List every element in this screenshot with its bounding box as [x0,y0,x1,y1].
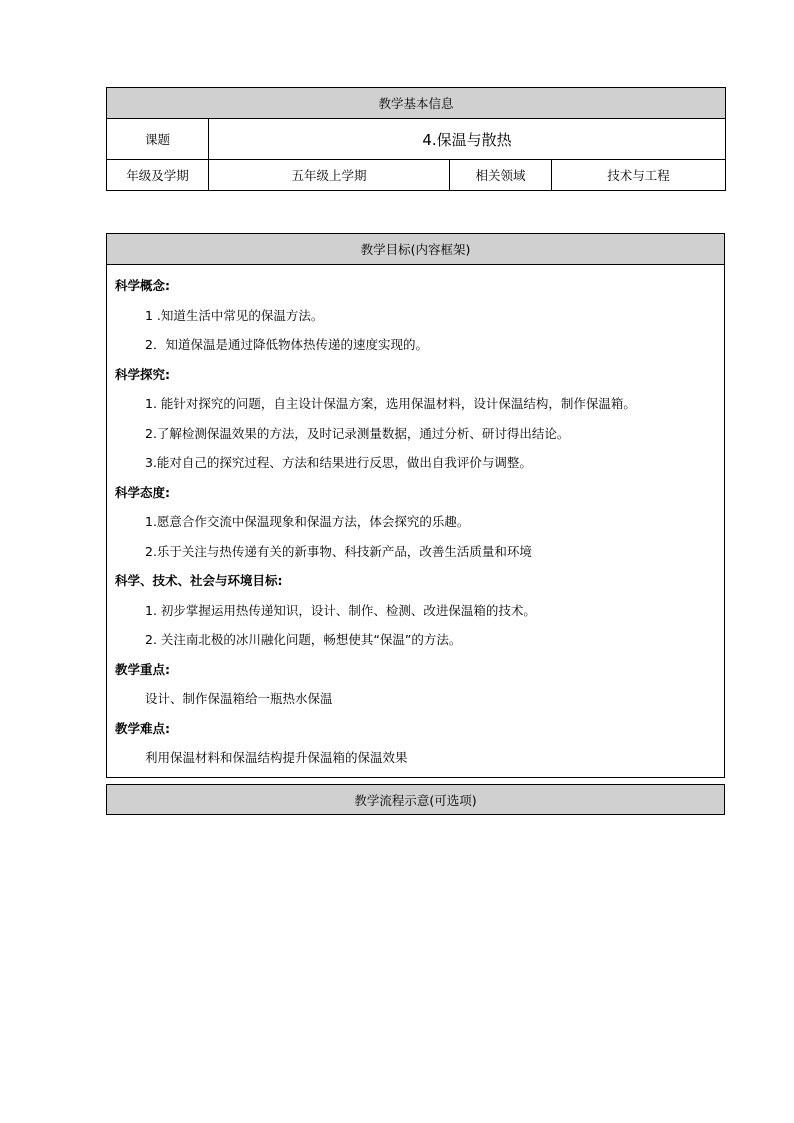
section-title-inquiry: 科学探究: [115,366,170,382]
field-label: 相关领域 [450,160,552,191]
section-title-attitude: 科学态度: [115,484,170,500]
objective-item: 1. 能针对探究的问题，自主设计保温方案，选用保温材料，设计保温结构，制作保温箱。 [145,396,636,411]
objectives-header: 教学目标(内容框架) [107,234,725,265]
objective-item: 3.能对自己的探究过程、方法和结果进行反思，做出自我评价与调整。 [145,455,532,470]
section-title-stse: 科学、技术、社会与环境目标: [115,573,283,588]
field-value: 技术与工程 [552,160,726,191]
objective-item: 1. 初步掌握运用热传递知识，设计、制作、检测、改进保温箱的技术。 [145,602,536,618]
objective-item: 1.愿意合作交流中保温现象和保温方法，体会探究的乐趣。 [145,514,470,529]
basic-info-header: 教学基本信息 [107,88,726,119]
objectives-body [107,265,725,778]
objective-item: 1 .知道生活中常见的保温方法。 [145,307,324,323]
objective-item: 设计、制作保温箱给一瓶热水保温 [145,691,333,706]
section-title-concept: 科学概念: [115,278,170,293]
section-title-difficulties: 教学难点: [115,720,170,736]
section-title-key-points: 教学重点: [115,661,170,677]
basic-info-table [106,87,726,191]
objective-item: 2.了解检测保温效果的方法，及时记录测量数据，通过分析、研讨得出结论。 [145,425,570,441]
grade-label: 年级及学期 [107,160,209,191]
objective-item: 利用保温材料和保温结构提升保温箱的保温效果 [145,750,408,765]
objective-item: 2．知道保温是通过降低物体热传递的速度实现的。 [145,337,428,352]
objectives-table [106,233,725,778]
process-header: 教学流程示意(可选项) [107,785,725,815]
process-table [106,784,725,815]
topic-label: 课题 [107,119,209,160]
objective-item: 2. 关注南北极的冰川融化问题，畅想使其“保温”的方法。 [145,632,462,647]
topic-value: 4.保温与散热 [209,119,726,160]
objective-item: 2.乐于关注与热传递有关的新事物、科技新产品，改善生活质量和环境 [145,543,532,559]
grade-value: 五年级上学期 [209,160,450,191]
